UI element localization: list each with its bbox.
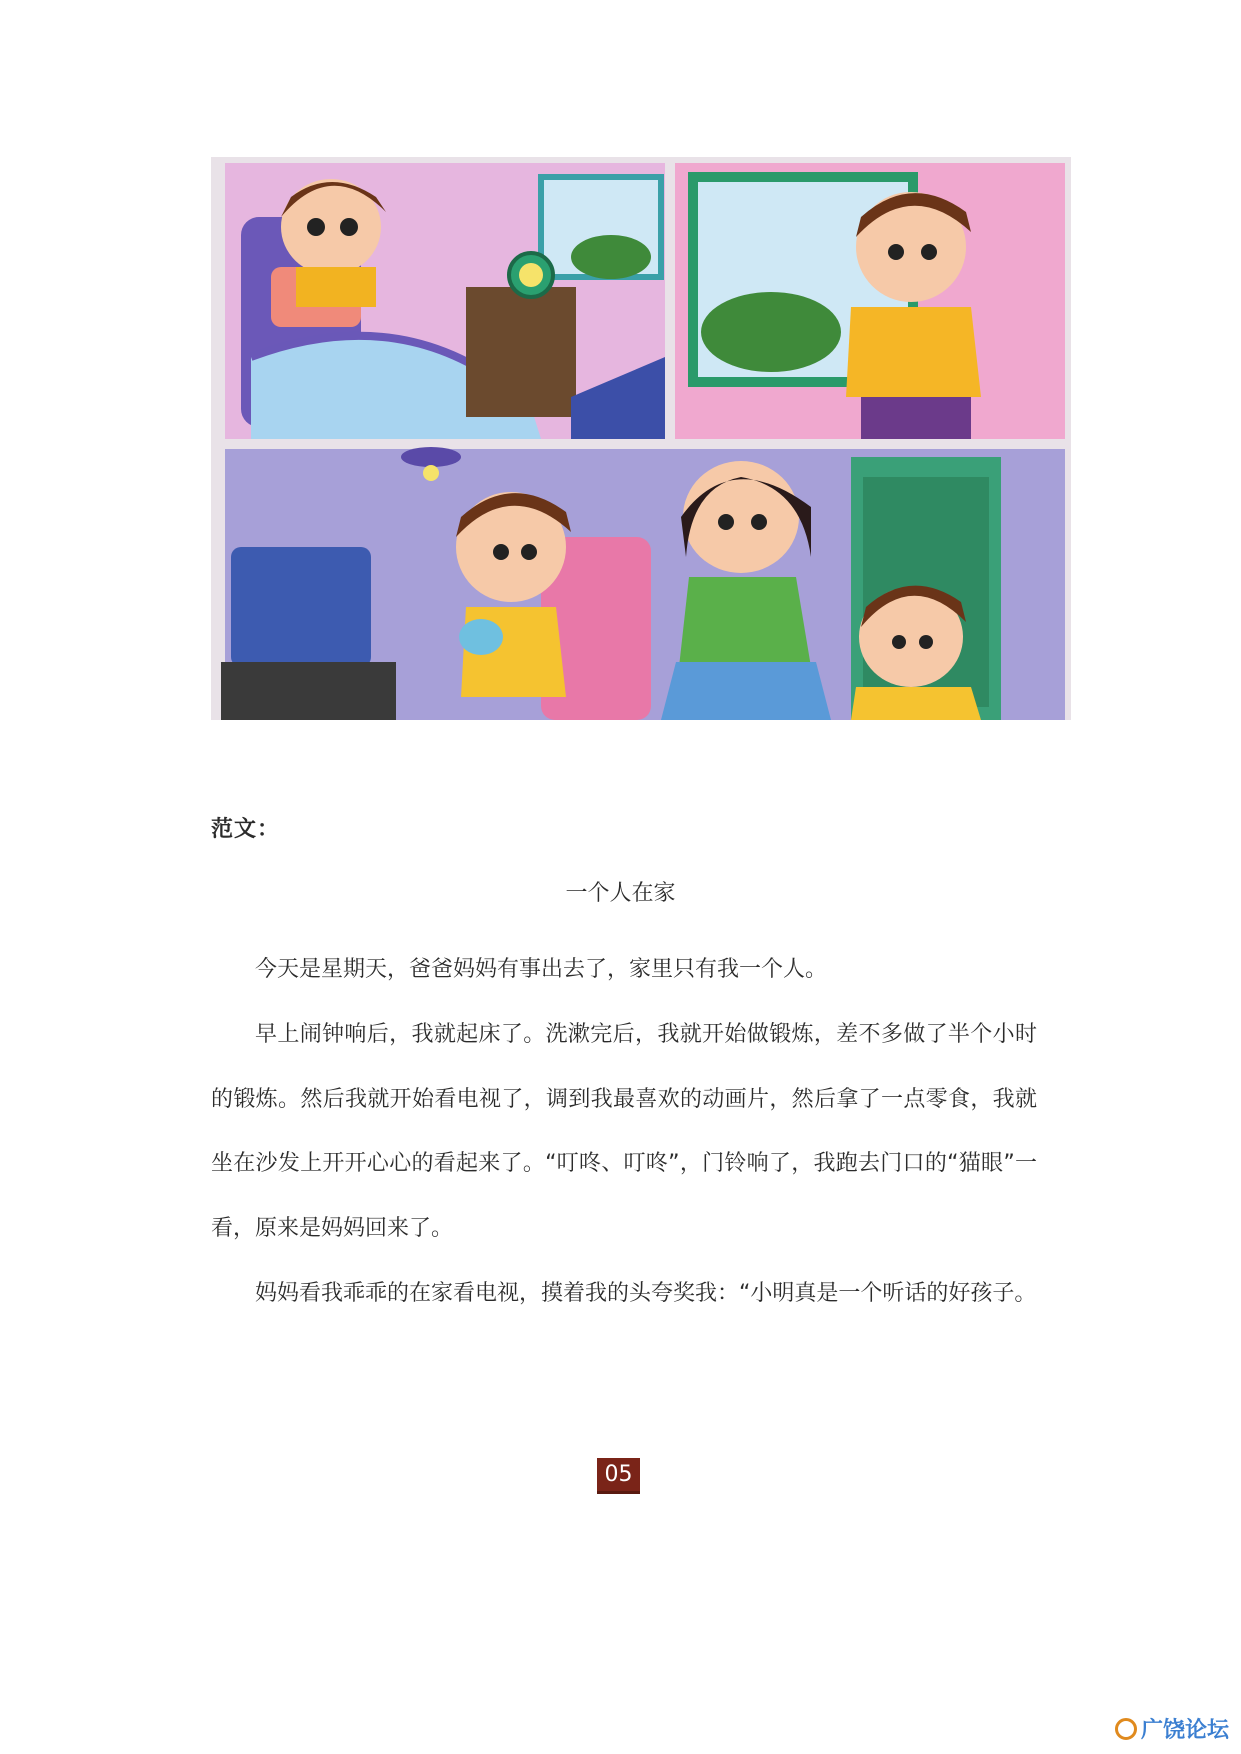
- story-illustration: [211, 157, 1071, 720]
- essay-paragraph: 今天是星期天，爸爸妈妈有事出去了，家里只有我一个人。: [255, 957, 828, 982]
- panel-window: [675, 163, 1065, 439]
- section-heading: 范文：: [211, 817, 281, 842]
- watermark-logo-icon: [1115, 1718, 1137, 1740]
- page-number: 05: [597, 1458, 640, 1494]
- watermark-text: 广饶论坛: [1140, 1718, 1229, 1743]
- essay-body: [211, 938, 1037, 1327]
- essay-paragraph: 妈妈看我乖乖的在家看电视，摸着我的头夸奖我：“小明真是一个听话的好孩子。: [255, 1280, 1037, 1306]
- panel-wake-up: [225, 163, 665, 439]
- watermark: [1115, 1713, 1229, 1744]
- essay-title: 一个人在家: [565, 881, 676, 906]
- panel-living-room: [221, 447, 1065, 720]
- essay-paragraph: 早上闹钟响后，我就起床了。洗漱完后，我就开始做锻炼，差不多做了半个小时的锻炼。然后我就开始看电视了，调到我最喜欢的动画片，然后拿了一点零食，我就坐在沙发上开开心心的看起来了。“叮咚、叮咚”，门铃响了，我跑去门口的“猫眼”一看，原来是妈妈回来了。: [211, 1021, 1037, 1242]
